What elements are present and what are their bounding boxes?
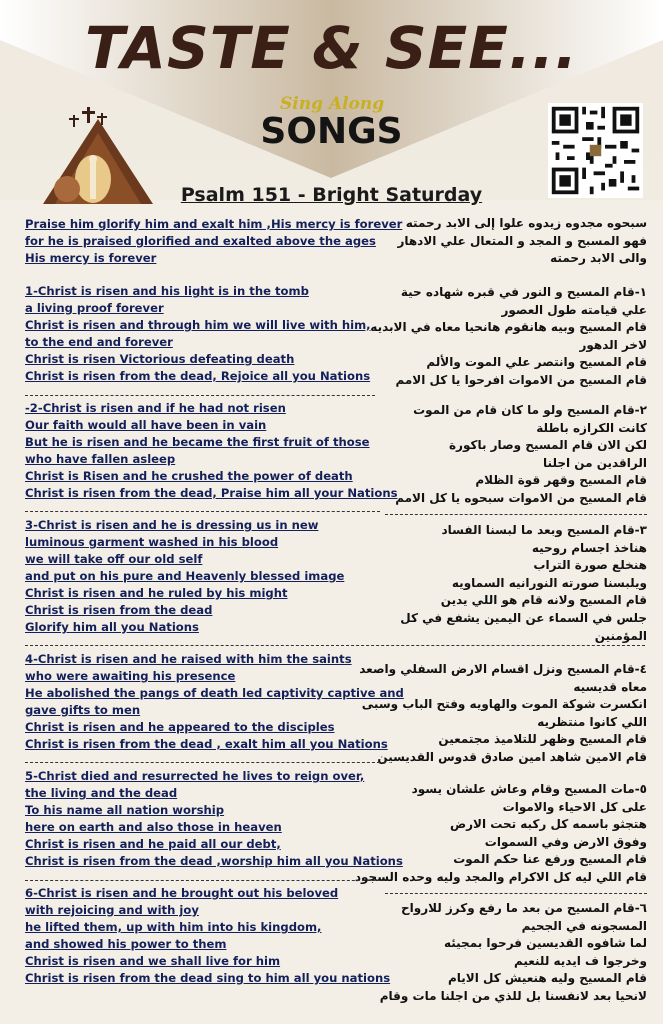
english-line: Christ is risen and he ruled by his might	[25, 586, 288, 600]
arabic-line: ٤-قام المسيح ونزل اقسام الارض السفلي واصعد معاه قديسيه	[359, 662, 647, 694]
english-line: with rejoicing and with joy	[25, 903, 199, 917]
verse-separator	[25, 645, 645, 646]
arabic-line: قام المسيح ولانه قام هو اللي يدين	[440, 593, 647, 608]
arabic-line: ٥-مات المسيح وقام وعاش علشان يسود	[411, 782, 647, 796]
english-line: Christ is risen Victorious defeating death	[25, 352, 295, 366]
arabic-verse-6	[347, 900, 647, 1006]
english-line: a living proof forever	[25, 301, 164, 315]
english-line: Christ is risen from the dead	[25, 603, 213, 617]
arabic-line: قام المسيح وظهر للتلاميذ مجتمعين	[438, 732, 647, 747]
arabic-verse-0	[347, 215, 647, 268]
english-line: 6-Christ is risen and he brought out his beloved	[25, 886, 339, 900]
english-line: here on earth and also those in heaven	[25, 820, 282, 834]
english-line: Our faith would all have been in vain	[25, 418, 267, 432]
arabic-line: هنخلع صورة التراب	[533, 558, 647, 573]
english-line: for he is praised glorified and exalted above the ages	[25, 234, 376, 248]
english-line: His mercy is forever	[25, 251, 157, 265]
english-line: Praise him glorify him and exalt him ,His mercy is forever	[25, 217, 403, 231]
arabic-line: على كل الاحياء والاموات	[502, 799, 647, 814]
arabic-line: قام المسيح ورفع عنا حكم الموت	[453, 852, 647, 867]
arabic-line: الراقدين من اجلنا	[543, 455, 647, 470]
english-line: Christ is risen from the dead, Rejoice all you Nations	[25, 369, 371, 383]
english-verse-5	[25, 768, 403, 870]
arabic-line: ٦-قام المسيح من بعد ما رفع وكرز للارواح المسجونه في الجحيم	[400, 901, 647, 933]
english-line: -2-Christ is risen and if he had not risen	[25, 401, 286, 415]
hymn-title: Psalm 151 - Bright Saturday	[180, 184, 483, 206]
arabic-line: هتجثو باسمه كل ركبه تحت الارض	[449, 817, 647, 832]
english-line: the living and the dead	[25, 786, 178, 800]
arabic-line: انكسرت شوكة الموت والهاويه وفتح الباب وسبى اللي كانوا منتظريه	[361, 697, 647, 729]
arabic-line: ٣-قام المسيح وبعد ما لبسنا الفساد	[441, 523, 647, 537]
english-line: Christ is risen from the dead, Praise him all your Nations	[25, 486, 398, 500]
english-line: who were awaiting his presence	[25, 669, 236, 683]
english-line: Christ is risen and he appeared to the disciples	[25, 720, 335, 734]
english-line: Christ is risen and he paid all our debt,	[25, 837, 281, 851]
english-line: and showed his power to them	[25, 937, 227, 951]
arabic-line: سبحوه مجدوه زيدوه علوا إلى الابد رحمته	[405, 216, 647, 230]
english-line: 5-Christ died and resurrected he lives to reign over,	[25, 769, 365, 783]
english-verse-4	[25, 651, 404, 753]
arabic-line: هناخذ اجسام روحيه	[531, 540, 647, 555]
english-line: and put on his pure and Heavenly blessed image	[25, 569, 345, 583]
english-verse-6	[25, 885, 391, 987]
arabic-line: قام اللي ليه كل الاكرام والمجد وليه وحده السجود	[354, 869, 647, 884]
english-line: But he is risen and he became the first fruit of those	[25, 435, 370, 449]
english-verse-1	[25, 283, 370, 385]
verse-separator	[385, 893, 647, 894]
arabic-line: ١-قام المسيح و النور في قبره شهاده حية	[400, 285, 647, 299]
arabic-line: فهو المسبح و المجد و المتعال علي الادهار	[397, 233, 647, 248]
english-line: Christ is Risen and he crushed the power of death	[25, 469, 353, 483]
arabic-line: قام المسيح وليه هنعيش كل الايام	[447, 971, 647, 986]
english-line: who have fallen asleep	[25, 452, 176, 466]
english-verse-2	[25, 400, 398, 502]
poster-title: TASTE & SEE...	[85, 14, 578, 82]
english-line: Christ is risen from the dead sing to him all you nations	[25, 971, 391, 985]
arabic-verse-5	[347, 781, 647, 887]
english-line: To his name all nation worship	[25, 803, 225, 817]
arabic-line: قام المسيح وبيه هانقوم هانحيا معاه في الابديه لاخر الدهور	[370, 320, 647, 352]
arabic-line: جلس في السماء عن اليمين يشفع في كل المؤمنين	[400, 610, 647, 643]
english-line: Glorify him all you Nations	[25, 620, 199, 634]
arabic-verse-2	[347, 402, 647, 508]
arabic-line: لكن الان قام المسيح وصار باكورة	[448, 438, 647, 453]
arabic-line: علي قيامته طول العصور	[501, 302, 647, 317]
arabic-line: وخرجوا ف ايديه للنعيم	[513, 953, 647, 968]
arabic-line: لما شافوه القديسين فرحوا بمجيئه	[443, 936, 647, 951]
verse-separator	[25, 880, 385, 881]
arabic-line: قام المسيح وانتصر علي الموت والألم	[426, 355, 647, 370]
sing-along-label: Sing Along	[280, 94, 385, 114]
english-line: to the end and forever	[25, 335, 173, 349]
arabic-line: وفوق الارض وفي السموات	[484, 834, 647, 849]
verse-separator	[25, 395, 375, 396]
english-verse-0	[25, 216, 403, 267]
arabic-line: قام المسيح وقهر قوة الظلام	[475, 473, 647, 488]
english-line: Christ is risen from the dead , exalt him all you Nations	[25, 737, 388, 751]
verse-separator	[385, 514, 647, 515]
english-line: he lifted them, up with him into his kingdom,	[25, 920, 322, 934]
arabic-line: لانحيا بعد لانفسنا بل للذي من اجلنا مات وقام	[379, 988, 647, 1003]
arabic-verse-1	[347, 284, 647, 390]
verse-separator	[25, 511, 380, 512]
english-verse-3	[25, 517, 370, 636]
arabic-line: والى الابد رحمته	[550, 251, 647, 266]
english-line: 1-Christ is risen and his light is in the tomb	[25, 284, 309, 298]
english-line: 3-Christ is risen and he is dressing us in new	[25, 518, 319, 532]
arabic-line: ٢-قام المسيح ولو ما كان قام من الموت	[413, 403, 647, 417]
english-line: we will take off our old self	[25, 552, 203, 566]
arabic-line: قام المسيح من الاموات سبحوه يا كل الامم	[395, 490, 647, 505]
english-line: luminous garment washed in his blood	[25, 535, 279, 549]
english-line: Christ is risen and through him we will live with him,	[25, 318, 371, 332]
arabic-line: كانت الكرازه باطلة	[536, 420, 647, 435]
songs-label: SONGS	[260, 111, 403, 152]
arabic-line: ويلبسنا صورته النورانيه السماويه	[451, 575, 647, 590]
english-line: gave gifts to men	[25, 703, 141, 717]
arabic-line: قام المسيح من الاموات افرحوا يا كل الامم	[395, 372, 647, 387]
english-line: Christ is risen and we shall live for him	[25, 954, 281, 968]
english-line: 4-Christ is risen and he raised with him the saints	[25, 652, 352, 666]
arabic-verse-3	[347, 522, 647, 645]
english-line: Christ is risen from the dead ,worship him all you Nations	[25, 854, 403, 868]
arabic-line: قام الامين شاهد امين صادق قدوس القديسين	[377, 749, 647, 764]
arabic-verse-4	[347, 661, 647, 767]
english-line: He abolished the pangs of death led captivity captive and	[25, 686, 404, 700]
verse-separator	[25, 762, 385, 763]
